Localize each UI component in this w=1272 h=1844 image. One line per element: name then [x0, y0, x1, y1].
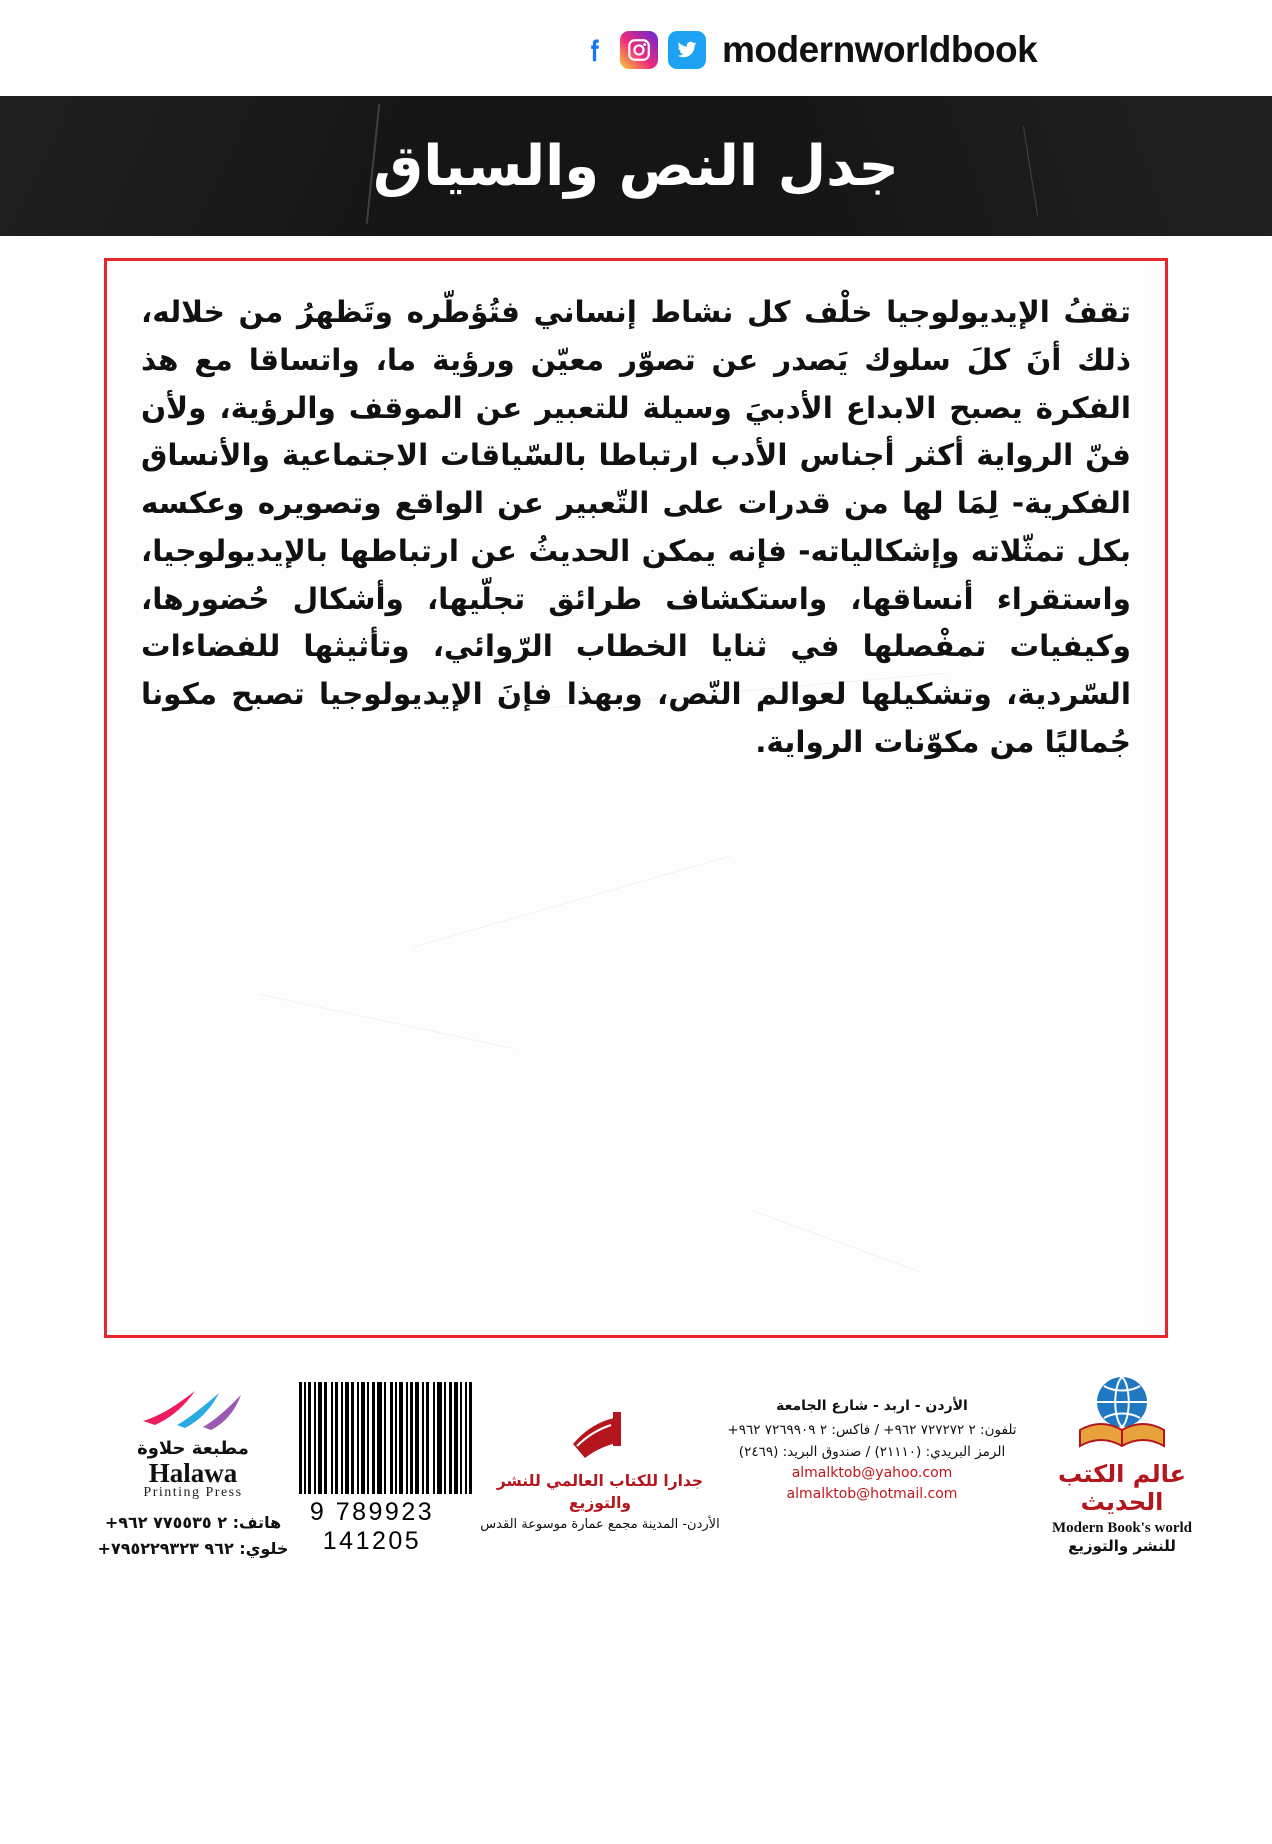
- publisher-subtitle-ar: للنشر والتوزيع: [1068, 1537, 1176, 1555]
- publisher-address: الأردن - اربد - شارع الجامعة: [776, 1398, 968, 1414]
- paper-scuff: [752, 1210, 921, 1273]
- instagram-icon[interactable]: [620, 31, 658, 69]
- printer-subtitle-en: Printing Press: [143, 1485, 243, 1501]
- paper-scuff: [260, 994, 515, 1049]
- distributor-name: جدارا للكتاب العالمي للنشر والتوزيع: [496, 1472, 704, 1513]
- publisher-email-1[interactable]: almalktob@yahoo.com: [791, 1465, 953, 1482]
- back-cover-blurb-box: [104, 258, 1168, 1338]
- publisher-contact-block: [722, 1398, 1022, 1505]
- title-band: [0, 96, 1272, 236]
- social-bar: [0, 0, 1272, 100]
- halawa-logo-icon: [88, 1380, 298, 1436]
- distributor-address: الأردن- المدينة مجمع عمارة موسوعة القدس: [480, 1516, 720, 1532]
- publisher-email-2[interactable]: almalktob@hotmail.com: [786, 1486, 958, 1503]
- twitter-icon[interactable]: [668, 31, 706, 69]
- printer-mobile: خلوي: ٩٦٢ ٧٩٥٢٢٩٣٢٣+: [97, 1539, 289, 1559]
- publisher-block: [1032, 1368, 1212, 1555]
- social-icon-group: [580, 31, 706, 69]
- social-handle: modernworldbook: [722, 29, 1038, 70]
- isbn-barcode: [272, 1382, 472, 1556]
- isbn-number: 9 789923 141205: [309, 1498, 435, 1555]
- facebook-icon[interactable]: [580, 31, 610, 69]
- footer-strip: [0, 1360, 1272, 1844]
- publisher-name-en: Modern Book's world: [1051, 1520, 1192, 1536]
- jadara-logo-icon: [561, 1402, 639, 1466]
- publisher-phones: تلفون: ٢ ٧٢٧٢٧٢ ٩٦٢+ / فاكس: ٢ ٧٢٦٩٩٠٩ ٩٦٢+: [727, 1422, 1017, 1438]
- paper-scuff: [413, 856, 730, 948]
- distributor-block: [470, 1402, 730, 1532]
- printer-name-en: Halawa: [148, 1458, 238, 1488]
- printer-name-ar: مطبعة حلاوة: [137, 1438, 249, 1459]
- publisher-name-ar: عالم الكتب الحديث: [1058, 1460, 1186, 1516]
- printer-block: [88, 1380, 298, 1561]
- blurb-text: تقفُ الإيديولوجيا خلْف كل نشاط إنساني فتُؤطّره وتَظهرُ من خلاله، ذلك أنَ كلَ سلوك يَصدر عن تصوّر معيّن ورؤية ما، واتساقا مع هذ الفكرة يصبح الابداع الأدبيَ وسيلة للتعبير عن الموقف والرؤية، ولأن فنّ الرواية أكثر أجناس الأدب ارتباطا بالسّياقات الاجتماعية والأنساق الفكرية- لِمَا لها من قدرات على التّعبير عن الواقع وتصويره وعكسه بكل تمثّلاته وإشكالياته- فإنه يمكن الحديثُ عن ارتباطها بالإيديولوجيا، واستقراء أنساقها، واستكشاف طرائق تجلّيها، وأشكال حُضورها، وكيفيات تمفْصلها في ثنايا الخطاب الرّوائي، وتأثيثها للفضاءات السّردية، وتشكيلها لعوالم النّص، وبهذا فإنَ الإيديولوجيا تصبح مكونا جُماليًا من مكوّنات الرواية.: [141, 295, 1131, 760]
- book-title: جدل النص والسياق: [373, 133, 899, 199]
- publisher-postal: الرمز البريدي: (٢١١١٠) / صندوق البريد: (٢٤٦٩): [738, 1443, 1006, 1460]
- globe-book-logo-icon: [1074, 1368, 1170, 1464]
- band-scratch: [1023, 126, 1038, 215]
- barcode-bars: [272, 1382, 472, 1494]
- printer-phone: هاتف: ٢ ٧٧٥٥٣٥ ٩٦٢+: [104, 1513, 282, 1533]
